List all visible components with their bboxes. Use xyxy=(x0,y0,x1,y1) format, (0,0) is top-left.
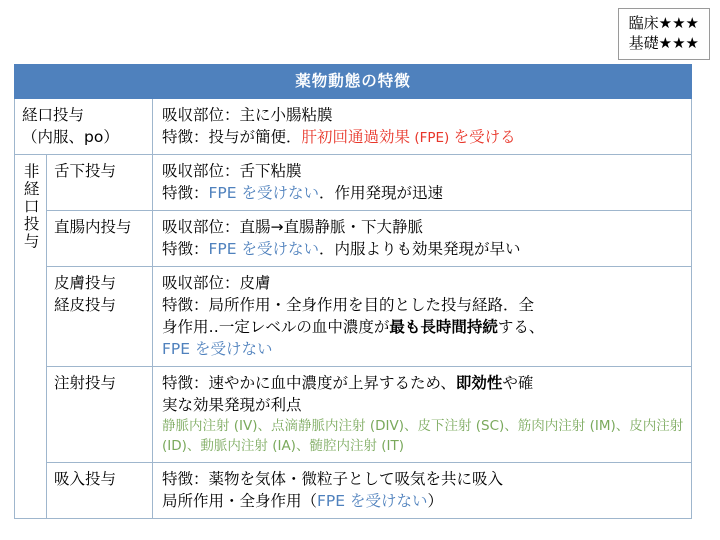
desc-transdermal-feature-2 xyxy=(162,316,684,338)
desc-inhalation-feature: 特徴：薬物を気体・微粒子として吸気を共に吸入 xyxy=(162,470,504,489)
desc-transdermal-longest: 最も長時間持続 xyxy=(389,318,498,337)
pharmacokinetics-table-wrapper xyxy=(14,64,692,519)
desc-inhalation-action-a: 局所作用・全身作用（ xyxy=(162,492,318,511)
rating-clinical: 臨床★★★ xyxy=(628,14,699,32)
route-rectal: 直腸内投与 xyxy=(47,211,153,267)
table-row xyxy=(15,99,692,155)
table-title: 薬物動態の特徴 xyxy=(15,65,692,99)
table-row xyxy=(15,267,692,367)
desc-transdermal-feature-2a: 身作用‥一定レベルの血中濃度が xyxy=(162,318,390,337)
desc-sublingual-absorption: 吸収部位：舌下粘膜 xyxy=(162,162,302,181)
desc-transdermal-fpe: FPE を受けない xyxy=(162,340,273,359)
desc-injection-feature-1c: や確 xyxy=(502,374,534,393)
desc-sublingual-fpe: FPE を受けない xyxy=(208,184,319,203)
desc-sublingual-feature xyxy=(162,182,684,204)
route-oral-line1: 経口投与 xyxy=(22,106,85,124)
group-label-parenteral xyxy=(15,155,47,519)
desc-inhalation-fpe: FPE を受けない xyxy=(317,492,428,511)
desc-rectal-feature-plain: 特徴： xyxy=(162,240,209,259)
desc-rectal xyxy=(153,211,692,267)
desc-inhalation-action xyxy=(162,490,684,512)
route-oral xyxy=(15,99,153,155)
desc-injection-feature-2: 実な効果発現が利点 xyxy=(162,396,302,415)
desc-inhalation xyxy=(153,463,692,519)
route-oral-line2: （内服、po） xyxy=(22,128,119,146)
route-transdermal-line2: 経皮投与 xyxy=(54,296,117,315)
route-injection: 注射投与 xyxy=(47,367,153,463)
desc-transdermal-absorption: 吸収部位：皮膚 xyxy=(162,274,271,293)
rating-box xyxy=(618,8,710,60)
pharmacokinetics-table xyxy=(14,64,692,519)
desc-injection-feature-1a: 特徴：速やかに血中濃度が上昇するため、 xyxy=(162,374,456,393)
table-row xyxy=(15,155,692,211)
desc-transdermal-feature-1: 特徴：局所作用・全身作用を目的とした投与経路．全 xyxy=(162,296,535,315)
desc-transdermal xyxy=(153,267,692,367)
desc-rectal-fpe: FPE を受けない xyxy=(208,240,319,259)
desc-rectal-feature xyxy=(162,238,684,260)
desc-sublingual xyxy=(153,155,692,211)
desc-oral-fpe-abbr: (FPE) xyxy=(410,130,454,146)
route-inhalation: 吸入投与 xyxy=(47,463,153,519)
rating-basic: 基礎★★★ xyxy=(628,34,699,53)
desc-sublingual-feature-plain: 特徴： xyxy=(162,184,209,203)
desc-oral-absorption: 吸収部位：主に小腸粘膜 xyxy=(162,106,333,124)
desc-sublingual-feature-tail: ．作用発現が迅速 xyxy=(319,184,444,203)
desc-oral-feature xyxy=(162,126,684,148)
desc-injection-rapid: 即効性 xyxy=(455,374,503,393)
table-header-row xyxy=(15,65,692,99)
route-transdermal-line1: 皮膚投与 xyxy=(54,274,117,293)
table-row xyxy=(15,463,692,519)
desc-injection xyxy=(153,367,692,463)
table-row xyxy=(15,367,692,463)
desc-oral-feature-plain: 特徴：投与が簡便． xyxy=(162,128,302,146)
desc-oral-fpe-label: 肝初回通過効果 xyxy=(301,128,411,146)
desc-injection-feature-1 xyxy=(162,372,684,394)
desc-oral-fpe-tail: を受ける xyxy=(453,128,516,146)
table-row xyxy=(15,211,692,267)
desc-injection-types: 静脈内注射 (IV)、点滴静脈内注射 (DIV)、皮下注射 (SC)、筋肉内注射 (IM)、皮内注射 (ID)、動脈内注射 (IA)、髄腔内注射 (IT) xyxy=(162,418,684,454)
desc-inhalation-action-c: ） xyxy=(427,492,444,511)
route-transdermal xyxy=(47,267,153,367)
desc-transdermal-feature-2c: する、 xyxy=(497,318,545,337)
desc-oral xyxy=(153,99,692,155)
desc-rectal-feature-tail: ．内服よりも効果発現が早い xyxy=(319,240,521,259)
group-label-parenteral-text: 非経口投与 xyxy=(21,163,40,251)
desc-rectal-absorption: 吸収部位：直腸→直腸静脈・下大静脈 xyxy=(162,218,423,237)
route-sublingual: 舌下投与 xyxy=(47,155,153,211)
